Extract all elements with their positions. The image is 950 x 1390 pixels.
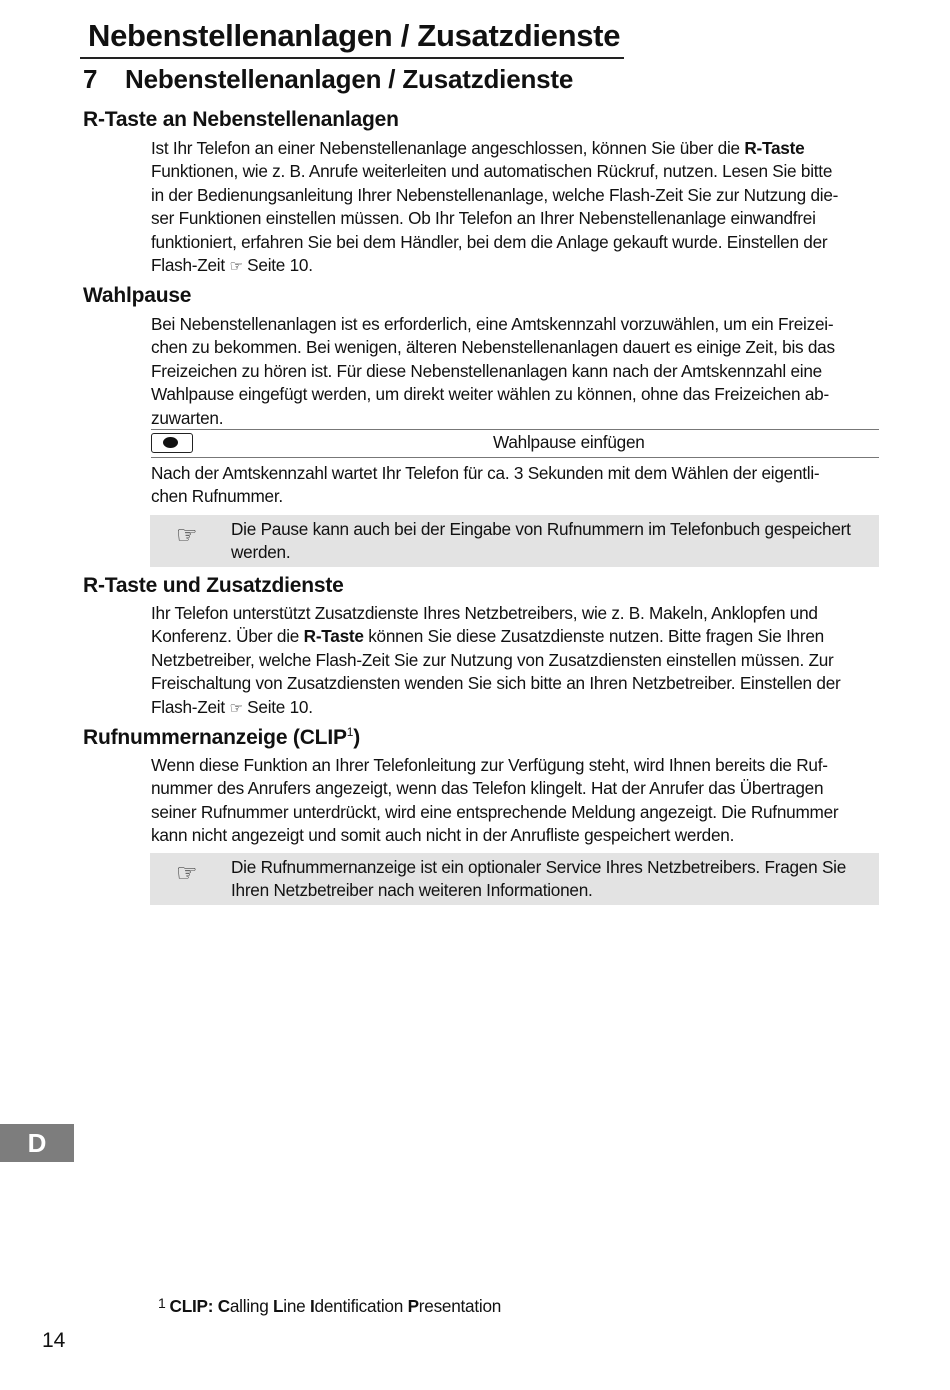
pause-key-icon xyxy=(151,433,193,453)
body-line: funktioniert, erfahren Sie bei dem Händler, bei dem die Anlage gekauft wurde. Einstellen der xyxy=(151,231,828,252)
acronym-letter: I xyxy=(310,1296,315,1316)
heading-text: Rufnummernanzeige (CLIP xyxy=(83,726,347,749)
note-line: Die Rufnummernanzeige ist ein optionaler Service Ihres Netzbetreibers. Fragen Sie xyxy=(231,857,847,877)
text: Ist Ihr Telefon an einer Nebenstellenanlage angeschlossen, können Sie über die xyxy=(151,138,745,158)
body-line: chen Rufnummer. xyxy=(151,486,283,507)
acronym-rest: dentification xyxy=(314,1296,408,1316)
body-line: Wenn diese Funktion an Ihrer Telefonleitung zur Verfügung steht, wird Ihnen bereits die Ruf- xyxy=(151,755,828,775)
acronym-rest: alling xyxy=(229,1296,274,1316)
body-line xyxy=(151,625,879,648)
section-heading-wahlpause: Wahlpause xyxy=(83,284,192,307)
page-number: 14 xyxy=(42,1329,66,1352)
section-heading-rtaste-zd: R-Taste und Zusatzdienste xyxy=(83,574,344,597)
section-body-rtaste-zd xyxy=(151,602,879,720)
section-body-wahlpause xyxy=(151,313,879,430)
pointing-hand-icon: ☞ xyxy=(229,258,243,276)
running-header: Nebenstellenanlagen / Zusatzdienste xyxy=(88,18,621,53)
r-taste-term: R-Taste xyxy=(303,626,364,647)
header-rule xyxy=(80,57,624,59)
body-line: in der Bedienungsanleitung Ihrer Nebenstellenanlage, welche Flash-Zeit Sie zur Nutzung die- xyxy=(151,184,839,205)
text: können Sie diese Zusatzdienste nutzen. Bitte fragen Sie Ihren xyxy=(363,626,824,647)
ref-suffix: Seite 10. xyxy=(242,255,313,276)
body-line: Bei Nebenstellenanlagen ist es erforderlich, eine Amtskennzahl vorzuwählen, um ein Freizei- xyxy=(151,314,834,334)
note-text xyxy=(231,518,873,565)
body-line: Freizeichen zu hören ist. Für diese Nebenstellenanlagen kann nach der Amtskennzahl eine xyxy=(151,360,822,381)
body-line: zuwarten. xyxy=(151,407,224,428)
acronym-rest: ine xyxy=(283,1296,311,1316)
section-heading-clip xyxy=(83,726,360,750)
section-heading-rtaste-nst: R-Taste an Nebenstellenanlagen xyxy=(83,108,399,131)
footnote-marker: 1 xyxy=(346,725,354,739)
section-body-rtaste-nst xyxy=(151,137,879,278)
body-line: chen zu bekommen. Bei wenigen, älteren Nebenstellenanlagen dauert es einige Zeit, bis das xyxy=(151,337,835,358)
note-box-clip xyxy=(150,853,879,905)
note-box-wahlpause xyxy=(150,515,879,567)
hand-note-icon: ☞ xyxy=(176,860,198,887)
body-line: seiner Rufnummer unterdrückt, wird eine entsprechende Meldung angezeigt. Die Rufnummer xyxy=(151,801,839,822)
body-line: kann nicht angezeigt und somit auch nicht in der Anrufliste gespeichert werden. xyxy=(151,825,735,846)
body-line: Freischaltung von Zusatzdiensten wenden Sie sich bitte an Ihren Netzbetreiber. Einstellen der xyxy=(151,673,841,694)
wahlpause-explanation xyxy=(151,462,879,509)
chapter-title xyxy=(83,64,573,95)
key-table-bottom-rule xyxy=(151,457,879,458)
heading-end: ) xyxy=(353,726,361,749)
text: Konferenz. Über die xyxy=(151,626,304,647)
page-reference xyxy=(151,254,879,278)
chapter-heading: Nebenstellenanlagen / Zusatzdienste xyxy=(125,64,574,94)
ref-suffix: Seite 10. xyxy=(242,696,313,717)
footnote xyxy=(158,1296,501,1317)
body-line: Ihr Telefon unterstützt Zusatzdienste Ihres Netzbetreibers, wie z. B. Makeln, Anklopfen und xyxy=(151,603,818,623)
acronym-rest: resentation xyxy=(418,1296,502,1316)
chapter-number: 7 xyxy=(83,64,98,94)
body-line: ser Funktionen einstellen müssen. Ob Ihr Telefon an Ihrer Nebenstellenanlage einwandfrei xyxy=(151,208,816,229)
body-line: nummer des Anrufers angezeigt, wenn das Telefon klingelt. Hat der Anrufer das Übertragen xyxy=(151,778,824,799)
key-function-label: Wahlpause einfügen xyxy=(493,432,645,452)
section-body-clip xyxy=(151,754,879,848)
ref-prefix: Flash-Zeit xyxy=(151,696,230,717)
pause-key-dot xyxy=(163,437,178,448)
ref-prefix: Flash-Zeit xyxy=(151,255,230,276)
body-line: Wahlpause eingefügt werden, um direkt weiter wählen zu können, ohne das Freizeichen ab- xyxy=(151,384,829,405)
note-line: Die Pause kann auch bei der Eingabe von Rufnummern im Telefonbuch gespeichert xyxy=(231,519,851,539)
body-line: Nach der Amtskennzahl wartet Ihr Telefon für ca. 3 Sekunden mit dem Wählen der eigentli- xyxy=(151,463,820,483)
language-tab: D xyxy=(0,1124,74,1162)
body-line: Netzbetreiber, welche Flash-Zeit Sie zur Nutzung von Zusatzdiensten einstellen müssen. Zur xyxy=(151,649,834,670)
note-text xyxy=(231,856,873,903)
r-taste-term: R-Taste xyxy=(744,138,805,158)
page-reference xyxy=(151,696,879,720)
footnote-label: CLIP: xyxy=(169,1296,214,1316)
key-function-row xyxy=(151,431,879,457)
acronym-letter: L xyxy=(273,1296,284,1316)
key-table-top-rule xyxy=(151,429,879,430)
body-line: Funktionen, wie z. B. Anrufe weiterleiten und automatischen Rückruf, nutzen. Lesen Sie bitte xyxy=(151,161,833,182)
note-line: werden. xyxy=(231,542,291,563)
pointing-hand-icon: ☞ xyxy=(229,699,243,717)
footnote-mark: 1 xyxy=(158,1295,166,1311)
acronym-letter: C xyxy=(217,1296,230,1316)
body-line xyxy=(151,137,879,160)
acronym-letter: P xyxy=(407,1296,419,1316)
hand-note-icon: ☞ xyxy=(176,522,198,549)
note-line: Ihren Netzbetreiber nach weiteren Informationen. xyxy=(231,880,593,901)
